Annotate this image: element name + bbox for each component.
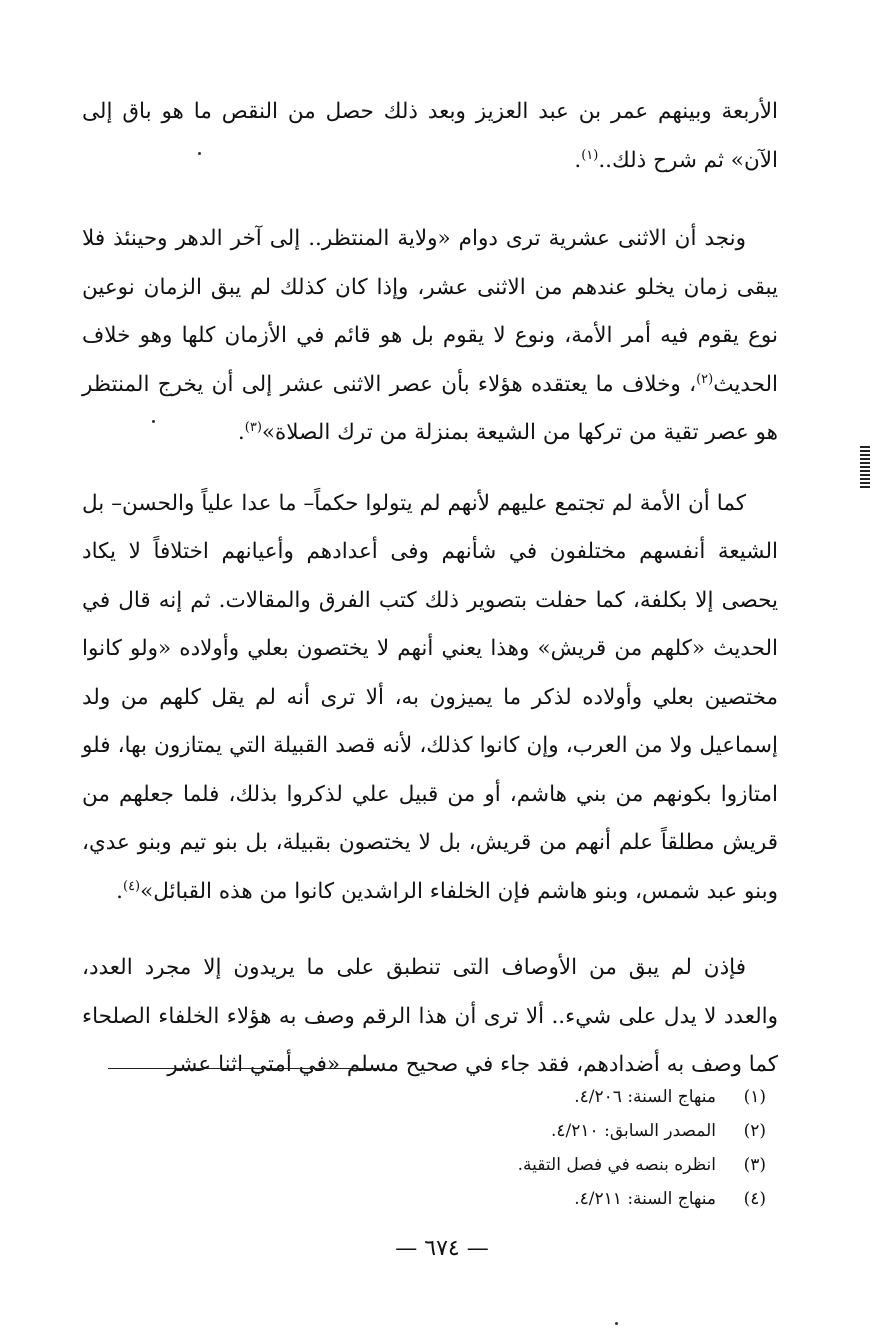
paragraph-4: فإذن لم يبق من الأوصاف التى تنطبق على ما يريدون إلا مجرد العدد، والعدد لا يدل على شيء.. ألا ترى أن هذا الرقم وصف به هؤلاء الخلفاء الصلحاء كما وصف به أضدادهم، فقد جاء في صحيح مسلم «في أمتي اثنا عشر bbox=[82, 955, 778, 1077]
scan-speck bbox=[152, 420, 155, 423]
footnote-text: المصدر السابق: ٤/٢١٠. bbox=[551, 1121, 716, 1141]
footnote-ref-3: (٣) bbox=[244, 419, 262, 435]
footnote-1 bbox=[366, 1080, 766, 1114]
footnote-text: انظره بنصه في فصل التقية. bbox=[517, 1155, 716, 1175]
scan-margin-mark bbox=[860, 446, 870, 488]
footnote-2 bbox=[366, 1114, 766, 1148]
footnote-number: (١) bbox=[743, 1087, 766, 1107]
scan-speck bbox=[198, 152, 201, 155]
scan-speck bbox=[615, 1322, 618, 1325]
footnote-ref-2: (٢) bbox=[696, 371, 714, 387]
footnote-separator bbox=[108, 1068, 378, 1069]
footnote-3 bbox=[366, 1148, 766, 1182]
paragraph-1: الأربعة وبينهم عمر بن عبد العزيز وبعد ذلك حصل من النقص ما هو باق إلى الآن» ثم شرح ذلك..$^{(١)}$. bbox=[82, 99, 778, 173]
footnote-text: منهاج السنة: ٤/٢٠٦. bbox=[574, 1087, 716, 1107]
footnote-ref-1: (١) bbox=[581, 147, 599, 163]
paragraph-2: ونجد أن الاثنى عشرية ترى دوام «ولاية المنتظر.. إلى آخر الدهر وحينئذ فلا يبقى زمان يخلو عندهم من الاثنى عشر، وإذا كان كذلك لم يبق الزمان نوعين نوع يقوم فيه أمر الأمة، ونوع لا يقوم بل هو قائم في الأزمان كلها وهو خلاف الحديث$^{(٢)}$، وخلاف ما يعتقده هؤلاء بأن عصر الاثنى عشر إلى أن يخرج المنتظر هو عصر تقية من تركها من الشيعة بمنزلة من ترك الصلاة»$^{(٣)}$. bbox=[82, 226, 778, 445]
page-number: — ٦٧٤ — bbox=[395, 1236, 489, 1261]
paragraph-3: كما أن الأمة لم تجتمع عليهم لأنهم لم يتولوا حكماً– ما عدا علياً والحسن– بل الشيعة أنفسهم مختلفون في شأنهم وفى أعدادهم وأعيانهم اختلافاً لا يكاد يحصى إلا بكلفة، كما حفلت بتصوير ذلك كتب الفرق والمقالات. ثم إنه قال في الحديث «كلهم من قريش» وهذا يعني أنهم لا يختصون بعلي وأولاده «ولو كانوا مختصين بعلي وأولاده لذكر ما يميزون به، ألا ترى أنه لم يقل كلهم من ولد إسماعيل ولا من العرب، وإن كانوا كذلك، لأنه قصد القبيلة التي يمتازون بها، فلو امتازوا بكونهم من بني هاشم، أو من قبيل علي لذكروا بذلك، فلما جعلهم من قريش مطلقاً علم أنهم من قريش، بل لا يختصون بقبيلة، بل بنو تيم وبنو عدي، وبنو عبد شمس، وبنو هاشم فإن الخلفاء الراشدين كانوا من هذه القبائل»$^{(٤)}$. bbox=[82, 490, 778, 904]
footnote-ref-4: (٤) bbox=[122, 878, 141, 894]
main-text bbox=[82, 88, 778, 1108]
footnote-number: (٣) bbox=[743, 1155, 766, 1175]
footnotes bbox=[366, 1080, 766, 1216]
footnote-4 bbox=[366, 1182, 766, 1216]
footnote-number: (٢) bbox=[743, 1121, 766, 1141]
footnote-number: (٤) bbox=[743, 1189, 766, 1209]
footnote-text: منهاج السنة: ٤/٢١١. bbox=[574, 1189, 716, 1209]
